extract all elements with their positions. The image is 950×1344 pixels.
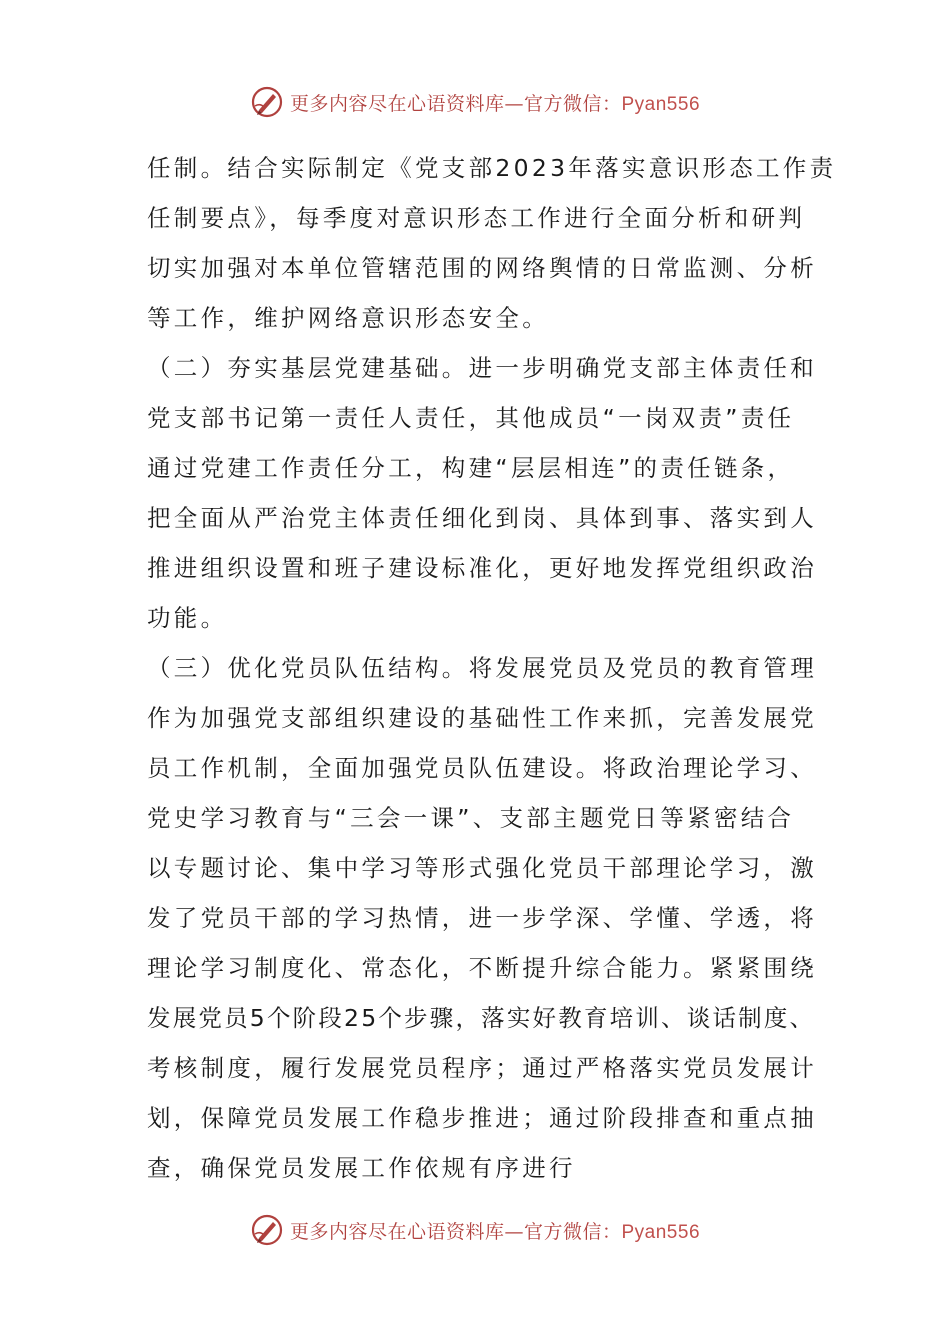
pen-quill-icon <box>250 1213 284 1247</box>
body-line: 发展党员5个阶段25个步骤，落实好教育培训、谈话制度、 <box>147 1004 816 1032</box>
body-line: 把全面从严治党主体责任细化到岗、具体到事、落实到人 <box>147 504 817 532</box>
body-line: 理论学习制度化、常态化，不断提升综合能力。紧紧围绕 <box>147 954 817 982</box>
body-line: 发了党员干部的学习热情，进一步学深、学懂、学透，将 <box>147 904 817 932</box>
section-heading-line: （三）优化党员队伍结构。将发展党员及党员的教育管理 <box>147 654 817 682</box>
body-line: 作为加强党支部组织建设的基础性工作来抓，完善发展党 <box>147 704 817 732</box>
body-line: 党史学习教育与“三会一课”、支部主题党日等紧密结合 <box>147 804 795 832</box>
body-line: 任制。结合实际制定《党支部2023年落实意识形态工作责 <box>147 154 837 182</box>
body-line: 党支部书记第一责任人责任，其他成员“一岗双责”责任 <box>147 404 795 432</box>
section-heading-line: （二）夯实基层党建基础。进一步明确党支部主体责任和 <box>147 354 817 382</box>
body-line: 划，保障党员发展工作稳步推进；通过阶段排查和重点抽 <box>147 1104 817 1132</box>
body-line: 通过党建工作责任分工，构建“层层相连”的责任链条， <box>147 454 795 482</box>
footer-banner <box>0 1210 950 1250</box>
pen-quill-icon <box>250 85 284 119</box>
body-line: 以专题讨论、集中学习等形式强化党员干部理论学习，激 <box>147 854 817 882</box>
body-line: 任制要点》，每季度对意识形态工作进行全面分析和研判 <box>147 204 806 232</box>
document-body <box>147 143 837 1193</box>
footer-banner-text: 更多内容尽在心语资料库—官方微信：Pyan556 <box>289 1220 701 1243</box>
wechat-id: Pyan556 <box>621 93 701 115</box>
body-line: 推进组织设置和班子建设标准化，更好地发挥党组织政治 <box>147 554 817 582</box>
body-line: 考核制度，履行发展党员程序；通过严格落实党员发展计 <box>147 1054 817 1082</box>
body-line: 功能。 <box>147 604 228 632</box>
body-line: 等工作，维护网络意识形态安全。 <box>147 304 549 332</box>
body-line: 员工作机制，全面加强党员队伍建设。将政治理论学习、 <box>147 754 817 782</box>
header-banner-text: 更多内容尽在心语资料库—官方微信：Pyan556 <box>289 92 701 115</box>
wechat-id: Pyan556 <box>621 1221 701 1243</box>
header-banner <box>0 82 950 122</box>
body-line: 切实加强对本单位管辖范围的网络舆情的日常监测、分析 <box>147 254 817 282</box>
body-line: 查，确保党员发展工作依规有序进行 <box>147 1154 576 1182</box>
